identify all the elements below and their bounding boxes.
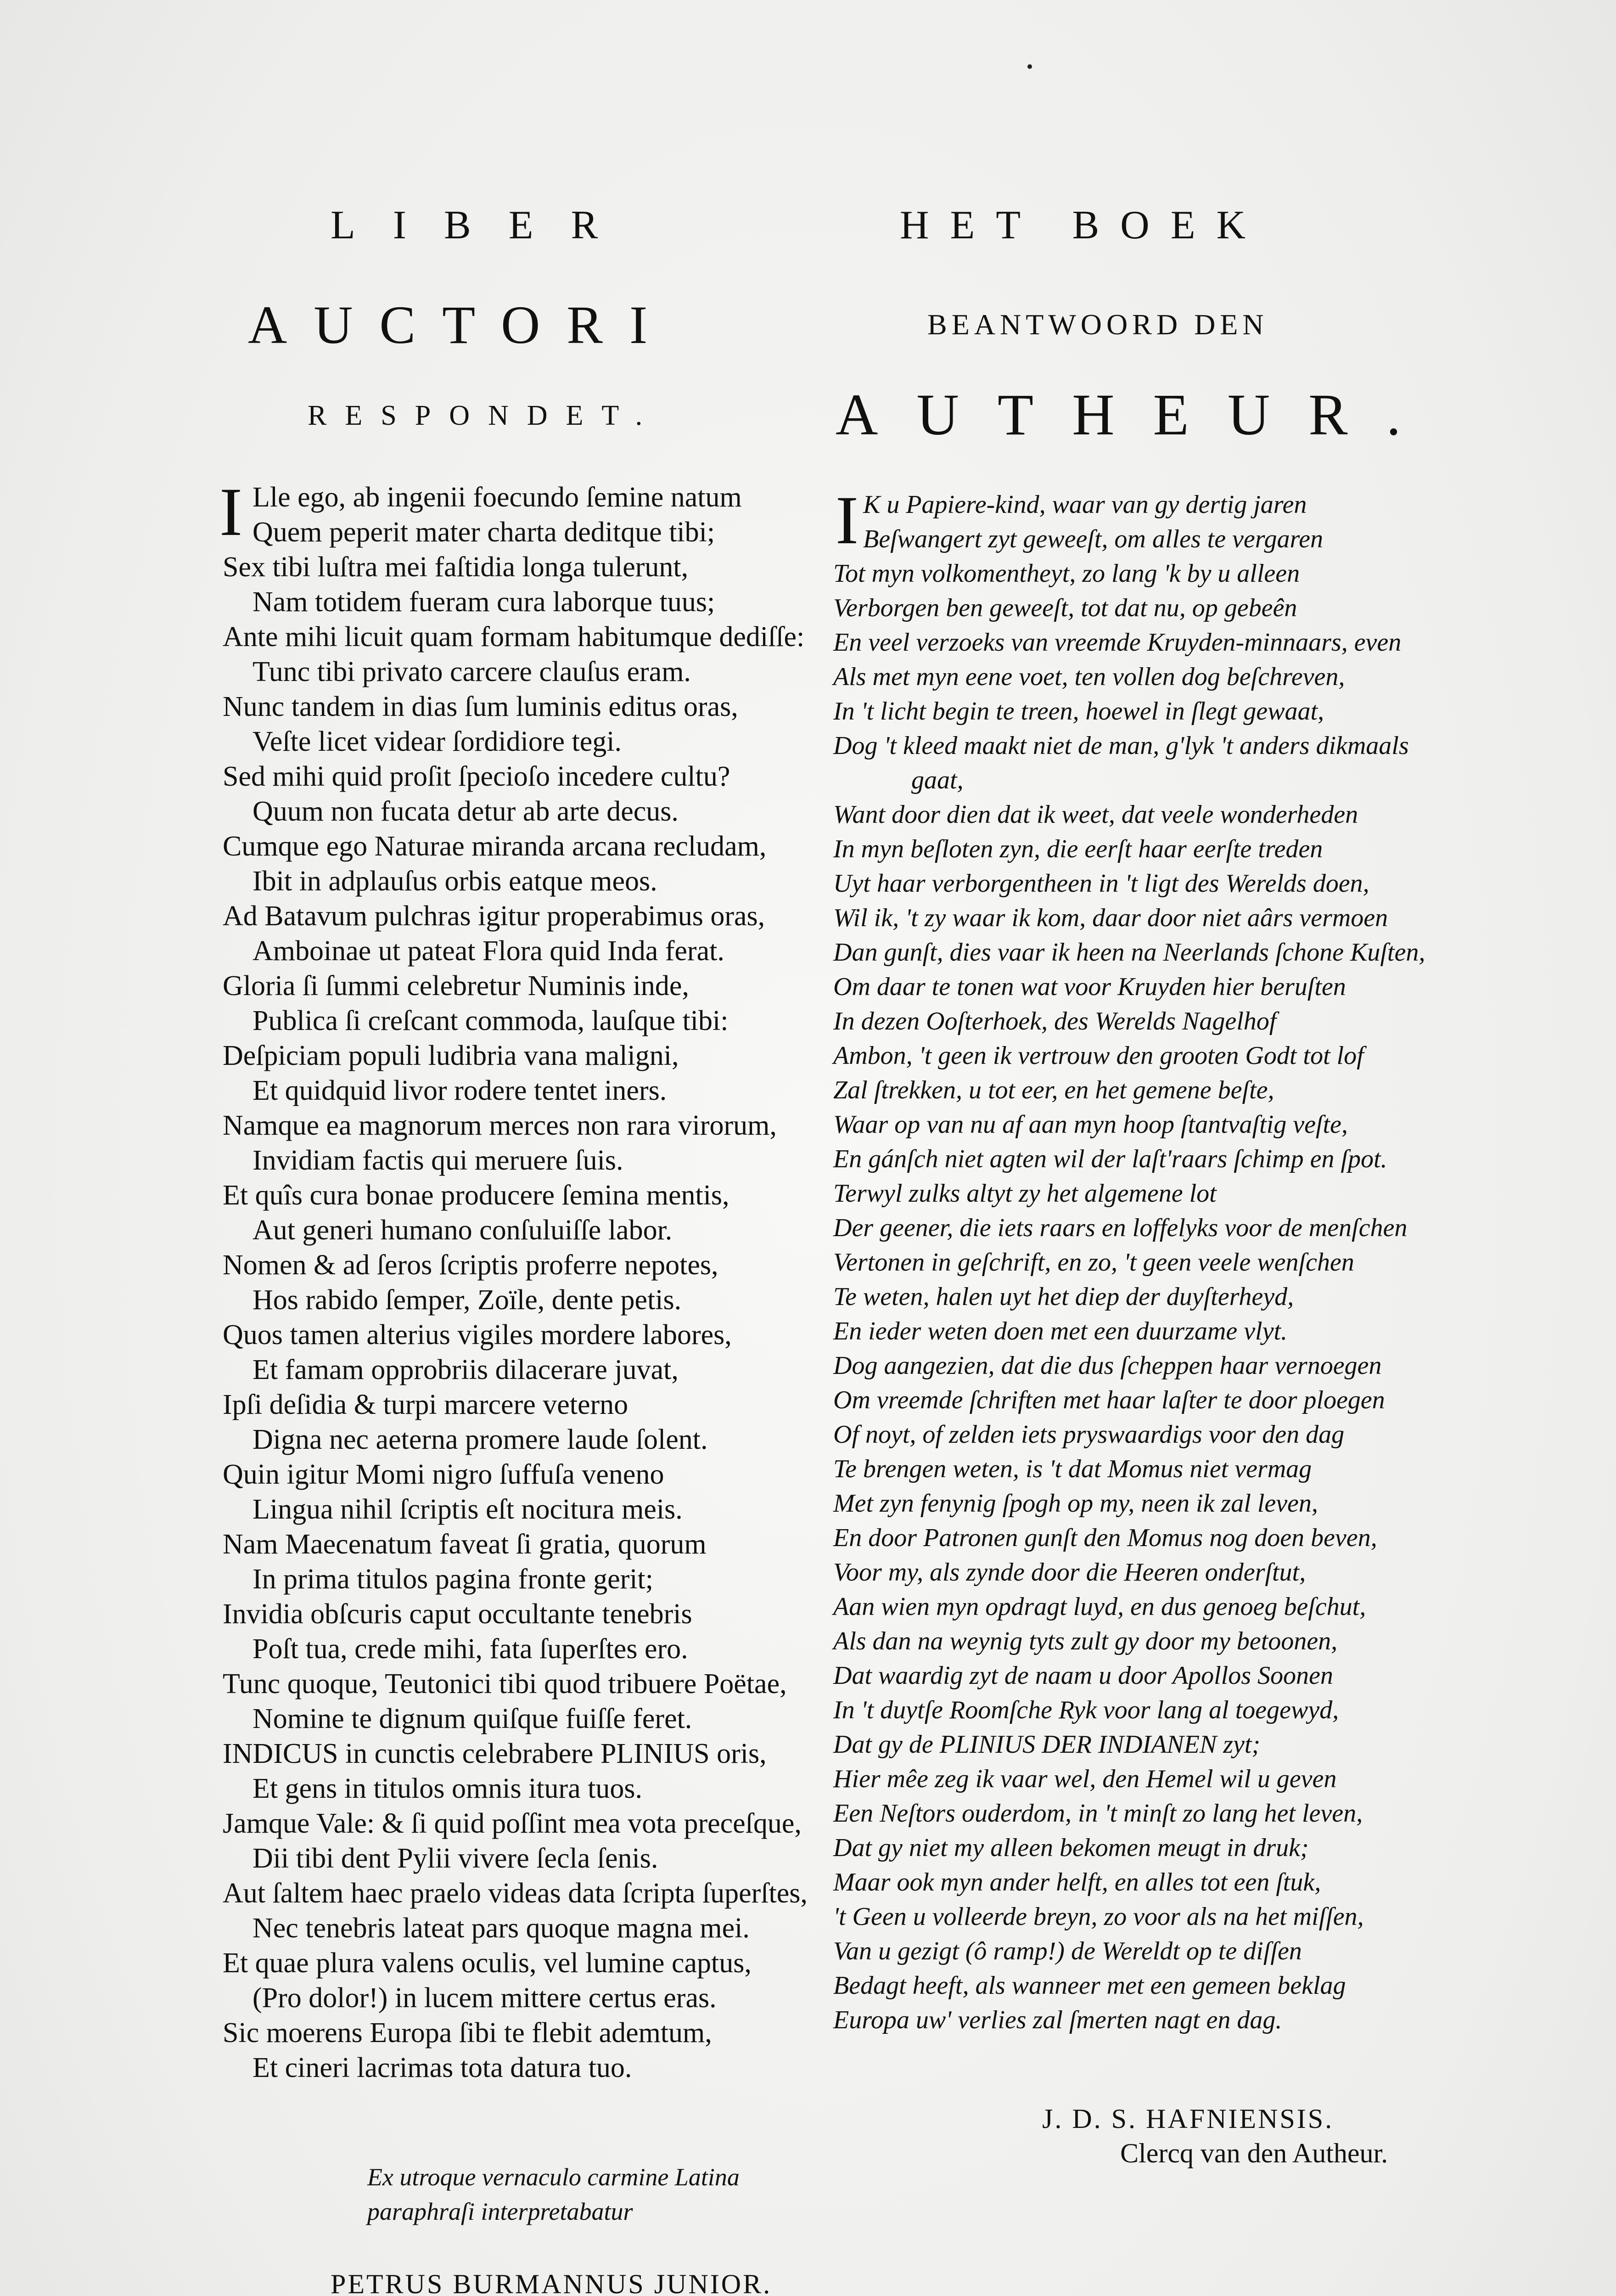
dutch-verse-line: Uyt haar verborgentheen in 't ligt des Werelds doen, xyxy=(833,869,1369,898)
latin-verse-line: INDICUS in cunctis celebrabere PLINIUS oris, xyxy=(223,1738,767,1769)
latin-verse-line: Sex tibi luſtra mei faſtidia longa tulerunt, xyxy=(223,551,689,583)
paraphrase-note-line2: paraphraſi interpretabatur xyxy=(367,2198,633,2225)
dutch-verse-line: Voor my, als zynde door die Heeren onderſtut, xyxy=(833,1558,1306,1587)
latin-verse-line: Tunc tibi privato carcere clauſus eram. xyxy=(252,656,691,687)
latin-verse-line: Aut ſaltem haec praelo videas data ſcripta ſuperſtes, xyxy=(223,1878,808,1909)
dutch-verse-line: 't Geen u volleerde breyn, zo voor als na het miſſen, xyxy=(833,1902,1364,1931)
dutch-verse-line: Van u gezigt (ô ramp!) de Wereldt op te diſſen xyxy=(833,1937,1302,1965)
latin-verse-line: Poſt tua, crede mihi, fata ſuperſtes ero. xyxy=(252,1633,688,1665)
right-title-beantwoord: BEANTWOORD DEN xyxy=(927,308,1268,341)
left-title-liber: LIBER xyxy=(331,203,636,248)
dutch-verse-line: Als dan na weynig tyts zult gy door my betoonen, xyxy=(833,1627,1338,1655)
left-drop-cap: I xyxy=(219,474,242,550)
dutch-verse-line: Tot myn volkomentheyt, zo lang 'k by u alleen xyxy=(833,559,1300,588)
dutch-verse-line: Te brengen weten, is 't dat Momus niet vermag xyxy=(833,1455,1312,1483)
latin-verse-line: Namque ea magnorum merces non rara virorum, xyxy=(223,1110,777,1141)
latin-verse-line: Et quidquid livor rodere tentet iners. xyxy=(252,1075,667,1106)
latin-verse-line: Nam Maecenatum faveat ſi gratia, quorum xyxy=(223,1529,707,1560)
right-title-autheur: AUTHEUR. xyxy=(836,382,1440,447)
latin-verse-line: Amboinae ut pateat Flora quid Inda ferat. xyxy=(252,935,724,967)
dutch-verse-line: Maar ook myn ander helft, en alles tot een ſtuk, xyxy=(833,1868,1321,1896)
dutch-verse-line: Dat gy niet my alleen bekomen meugt in druk; xyxy=(833,1834,1309,1862)
latin-verse-line: Deſpiciam populi ludibria vana maligni, xyxy=(223,1040,679,1071)
latin-verse-line: Nunc tandem in dias ſum luminis editus oras, xyxy=(223,691,738,722)
latin-verse-line: Invidiam factis qui meruere ſuis. xyxy=(252,1145,623,1176)
dutch-verse-line: Dat waardig zyt de naam u door Apollos Soonen xyxy=(833,1661,1333,1690)
dutch-verse-line: In dezen Ooſterhoek, des Werelds Nagelhof xyxy=(833,1007,1277,1035)
latin-verse-line: Quum non fucata detur ab arte decus. xyxy=(252,796,679,827)
latin-verse-line: Sic moerens Europa ſibi te flebit ademtum, xyxy=(223,2017,712,2048)
dutch-verse-line: Of noyt, of zelden iets pryswaardigs voor den dag xyxy=(833,1420,1345,1449)
latin-verse-line: Cumque ego Naturae miranda arcana recludam, xyxy=(223,831,767,862)
dutch-verse-line: Dan gunſt, dies vaar ik heen na Neerlands ſchone Kuſten, xyxy=(833,938,1425,967)
latin-verse-line: Nec tenebris lateat pars quoque magna mei. xyxy=(252,1913,750,1944)
dutch-verse-line: En gánſch niet agten wil der laſt'raars ſchimp en ſpot. xyxy=(833,1145,1387,1173)
latin-verse-line: Quem peperit mater charta deditque tibi; xyxy=(252,517,715,548)
dutch-poem xyxy=(833,482,1425,2037)
latin-verse-line: Nomen & ad ſeros ſcriptis proferre nepotes, xyxy=(223,1249,718,1281)
dutch-verse-line: Aan wien myn opdragt luyd, en dus genoeg beſchut, xyxy=(833,1593,1366,1621)
dutch-verse-line: En ieder weten doen met een duurzame vlyt. xyxy=(833,1317,1288,1345)
left-title-respondet: RESPONDET. xyxy=(308,400,661,431)
latin-verse-line: Dii tibi dent Pylii vivere ſecla ſenis. xyxy=(252,1843,658,1874)
latin-verse-line: Jamque Vale: & ſi quid poſſint mea vota preceſque, xyxy=(223,1808,802,1839)
latin-verse-line: Publica ſi creſcant commoda, lauſque tibi: xyxy=(252,1005,729,1036)
dutch-verse-line: gaat, xyxy=(911,766,964,794)
latin-verse-line: Nam totidem fueram cura laborque tuus; xyxy=(252,586,715,618)
latin-verse-line: Et quîs cura bonae producere ſemina mentis, xyxy=(223,1180,729,1211)
dutch-verse-line: Zal ſtrekken, u tot eer, en het gemene beſte, xyxy=(833,1076,1274,1104)
ink-speck xyxy=(1027,64,1032,69)
dutch-verse-line: Terwyl zulks altyt zy het algemene lot xyxy=(833,1179,1217,1208)
latin-verse-line: Quos tamen alterius vigiles mordere labores, xyxy=(223,1319,732,1351)
latin-verse-line: (Pro dolor!) in lucem mittere certus eras. xyxy=(252,1982,717,2014)
dutch-verse-line: Beſwangert zyt geweeſt, om alles te vergaren xyxy=(863,525,1324,553)
dutch-verse-line: Want door dien dat ik weet, dat veele wonderheden xyxy=(833,800,1358,829)
dutch-verse-line: En door Patronen gunſt den Momus nog doen beven, xyxy=(833,1524,1377,1552)
latin-verse-line: Hos rabido ſemper, Zoïle, dente petis. xyxy=(252,1284,682,1316)
latin-verse-line: Et cineri lacrimas tota datura tuo. xyxy=(252,2052,632,2083)
latin-verse-line: Gloria ſi ſummi celebretur Numinis inde, xyxy=(223,970,689,1002)
latin-verse-line: Ibit in adplauſus orbis eatque meos. xyxy=(252,866,657,897)
dutch-verse-line: Te weten, halen uyt het diep der duyſterheyd, xyxy=(833,1283,1294,1311)
dutch-verse-line: Dog 't kleed maakt niet de man, g'lyk 't anders dikmaals xyxy=(833,732,1409,760)
dutch-verse-line: Wil ik, 't zy waar ik kom, daar door niet aârs vermoen xyxy=(833,904,1388,932)
dutch-verse-line: K u Papiere-kind, waar van gy dertig jaren xyxy=(863,490,1307,519)
dutch-verse-line: Bedagt heeft, als wanneer met een gemeen beklag xyxy=(833,1971,1346,2000)
dutch-verse-line: Europa uw' verlies zal ſmerten nagt en dag. xyxy=(833,2006,1282,2034)
latin-verse-line: Ante mihi licuit quam formam habitumque dediſſe: xyxy=(223,621,805,653)
dutch-verse-line: Verborgen ben geweeſt, tot dat nu, op gebeên xyxy=(833,594,1297,622)
latin-verse-line: Digna nec aeterna promere laude ſolent. xyxy=(252,1424,708,1455)
dutch-verse-line: Een Neſtors ouderdom, in 't minſt zo lang het leven, xyxy=(833,1799,1363,1828)
dutch-signature: J. D. S. HAFNIENSIS. xyxy=(1042,2104,1334,2134)
dutch-verse-line: Ambon, 't geen ik vertrouw den grooten Godt tot lof xyxy=(833,1041,1364,1070)
latin-verse-line: Veſte licet videar ſordidiore tegi. xyxy=(252,726,622,757)
latin-verse-line: Lingua nihil ſcriptis eſt nocitura meis. xyxy=(252,1494,683,1525)
latin-author-name: PETRUS BURMANNUS JUNIOR. xyxy=(331,2269,772,2296)
dutch-verse-line: Dat gy de PLINIUS DER INDIANEN zyt; xyxy=(833,1730,1261,1759)
latin-poem xyxy=(223,480,808,2085)
latin-verse-line: Quin igitur Momi nigro ſuffuſa veneno xyxy=(223,1459,664,1490)
left-title-auctori: AUCTORI xyxy=(248,295,674,355)
right-drop-cap: I xyxy=(836,482,858,558)
latin-verse-line: Et quae plura valens oculis, vel lumine captus, xyxy=(223,1947,752,1979)
dutch-verse-line: Als met myn eene voet, ten vollen dog beſchreven, xyxy=(833,663,1345,691)
dutch-verse-line: Waar op van nu af aan myn hoop ſtantvaſtig veſte, xyxy=(833,1110,1348,1139)
latin-verse-line: Tunc quoque, Teutonici tibi quod tribuere Poëtae, xyxy=(223,1668,787,1699)
dutch-verse-line: Dog aangezien, dat die dus ſcheppen haar vernoegen xyxy=(833,1351,1382,1380)
paraphrase-note-line1: Ex utroque vernaculo carmine Latina xyxy=(367,2163,740,2191)
dutch-verse-line: In 't licht begin te treen, hoewel in ſlegt gewaat, xyxy=(833,697,1324,726)
latin-verse-line: Sed mihi quid proſit ſpecioſo incedere cultu? xyxy=(223,761,730,792)
dutch-verse-line: In myn beſloten zyn, die eerſt haar eerſte treden xyxy=(833,835,1323,863)
dutch-verse-line: Om daar te tonen wat voor Kruyden hier beruſten xyxy=(833,973,1346,1001)
dutch-verse-line: En veel verzoeks van vreemde Kruyden-minnaars, even xyxy=(833,628,1402,657)
latin-verse-line: Et gens in titulos omnis itura tuos. xyxy=(252,1773,643,1804)
dutch-verse-line: In 't duytſe Roomſche Ryk voor lang al toegewyd, xyxy=(833,1696,1339,1724)
latin-verse-line: Ipſi deſidia & turpi marcere veterno xyxy=(223,1389,628,1420)
dutch-verse-line: Om vreemde ſchriften met haar laſter te door ploegen xyxy=(833,1386,1385,1414)
latin-verse-line: Nomine te dignum quiſque fuiſſe feret. xyxy=(252,1703,692,1734)
latin-verse-line: Aut generi humano conſuluiſſe labor. xyxy=(252,1215,673,1246)
dutch-verse-line: Der geener, die iets raars en loffelyks voor de menſchen xyxy=(833,1214,1408,1242)
latin-verse-line: Invidia obſcuris caput occultante tenebris xyxy=(223,1598,692,1630)
latin-verse-line: Et famam opprobriis dilacerare juvat, xyxy=(252,1354,679,1385)
dutch-verse-line: Hier mêe zeg ik vaar wel, den Hemel wil u geven xyxy=(833,1765,1337,1793)
latin-verse-line: Ad Batavum pulchras igitur properabimus oras, xyxy=(223,900,765,932)
dutch-signature-role: Clercq van den Autheur. xyxy=(1120,2138,1388,2168)
dutch-verse-line: Met zyn fenynig ſpogh op my, neen ik zal leven, xyxy=(833,1489,1318,1518)
latin-verse-line: In prima titulos pagina fronte gerit; xyxy=(252,1564,653,1595)
dutch-verse-line: Vertonen in geſchrift, en zo, 't geen veele wenſchen xyxy=(833,1248,1354,1277)
latin-verse-line: Lle ego, ab ingenii foecundo ſemine natum xyxy=(252,482,742,513)
right-title-het-boek: HET BOEK xyxy=(900,203,1267,248)
